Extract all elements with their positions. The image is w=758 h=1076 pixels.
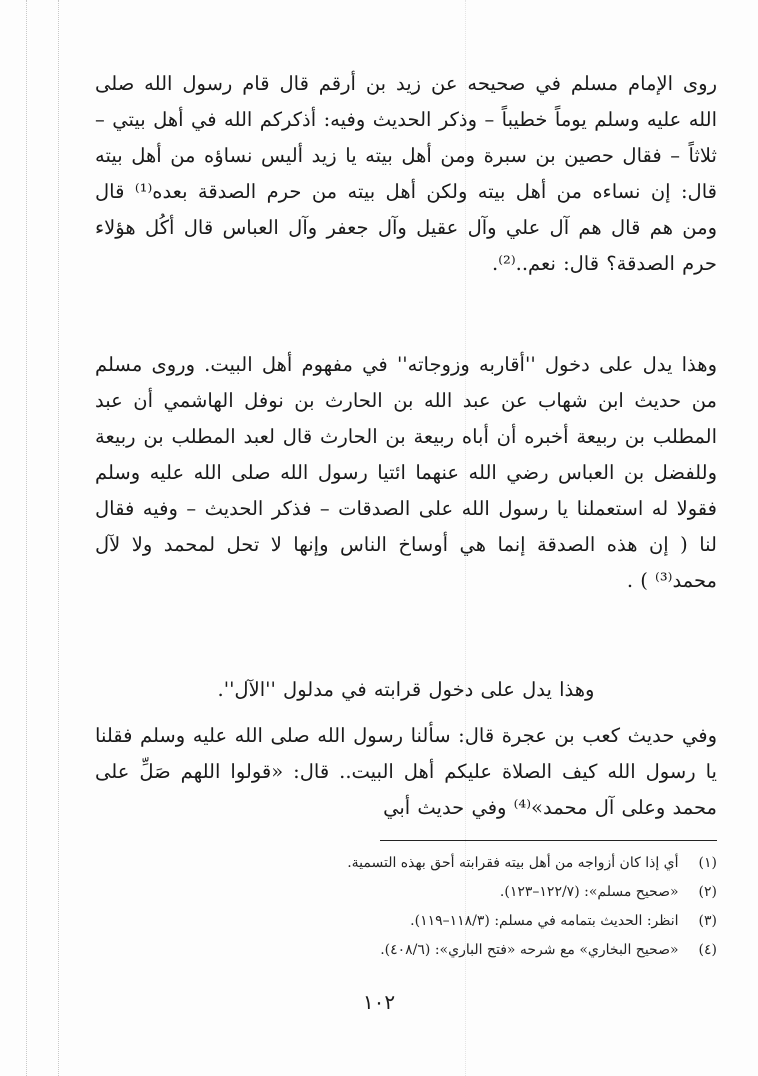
paragraph-text: وهذا يدل على دخول ''أقاربه وزوجاته'' في مفهوم أهل البيت. وروى مسلم من حديث ابن شهاب عن عبد الله بن الحارث بن نوفل الهاشمي أن عبد المطلب بن ربيعة أخبره أن أباه ربيعة بن الحارث قال لعبد المطلب بن ربيعة وللفضل بن العباس رضي الله عنهما ائتيا رسول الله صلى الله عليه وسلم فقولا له استعملنا يا رسول الله على الصدقات – فذكر الحديث – وفيه فقال لنا ( إن هذه الصدقة إنما هي أوساخ الناس وإنها لا تحل لمحمد ولا لآل محمد⁽³⁾ ) . xyxy=(95,353,717,592)
body-paragraph xyxy=(95,347,717,599)
footnote-number: (١) xyxy=(698,855,717,871)
footnote-divider xyxy=(380,840,717,841)
page-edge-line xyxy=(58,0,59,1076)
footnote-number: (٣) xyxy=(698,913,717,929)
body-paragraph xyxy=(95,718,717,826)
footnote-text: «صحيح البخاري» مع شرحه «فتح الباري»: (٤٠٨/٦). xyxy=(380,942,679,958)
footnote-text: «صحيح مسلم»: (١٢٢/٧–١٢٣). xyxy=(499,884,679,900)
footnote xyxy=(110,907,717,936)
footnote xyxy=(110,849,717,878)
footnote-text: أي إذا كان أزواجه من أهل بيته فقرابته أحق بهذه التسمية. xyxy=(347,855,679,871)
footnote-number: (٢) xyxy=(698,884,717,900)
page-number: ١٠٢ xyxy=(362,990,396,1014)
paragraph-text: روى الإمام مسلم في صحيحه عن زيد بن أرقم قال قام رسول الله صلى الله عليه وسلم يوماً خطيباً – وذكر الحديث وفيه: أذكركم الله في أهل بيتي – ثلاثاً – فقال حصين بن سبرة ومن أهل بيته يا زيد أليس نساؤه من أهل بيته قال: إن نساءه من أهل بيته ولكن أهل بيته من حرم الصدقة بعده⁽¹⁾ قال ومن هم قال هم آل علي وآل عقيل وآل جعفر وآل العباس قال أكُل هؤلاء حرم الصدقة؟ قال: نعم..⁽²⁾. xyxy=(95,72,717,275)
footnote xyxy=(110,936,717,965)
page-edge-line xyxy=(26,0,27,1076)
body-paragraph xyxy=(95,672,717,708)
paragraph-text: وهذا يدل على دخول قرابته في مدلول ''الآل''. xyxy=(217,678,595,701)
footnote-text: انظر: الحديث بتمامه في مسلم: (١١٨/٣–١١٩). xyxy=(410,913,679,929)
footnotes-section xyxy=(110,849,717,965)
body-paragraph xyxy=(95,66,717,282)
paragraph-text: وفي حديث كعب بن عجرة قال: سألنا رسول الله صلى الله عليه وسلم فقلنا يا رسول الله كيف الصلاة عليكم أهل البيت.. قال: «قولوا اللهم صَلِّ على محمد وعلى آل محمد»⁽⁴⁾ وفي حديث أبي xyxy=(95,724,717,819)
footnote-number: (٤) xyxy=(698,942,717,958)
footnote xyxy=(110,878,717,907)
